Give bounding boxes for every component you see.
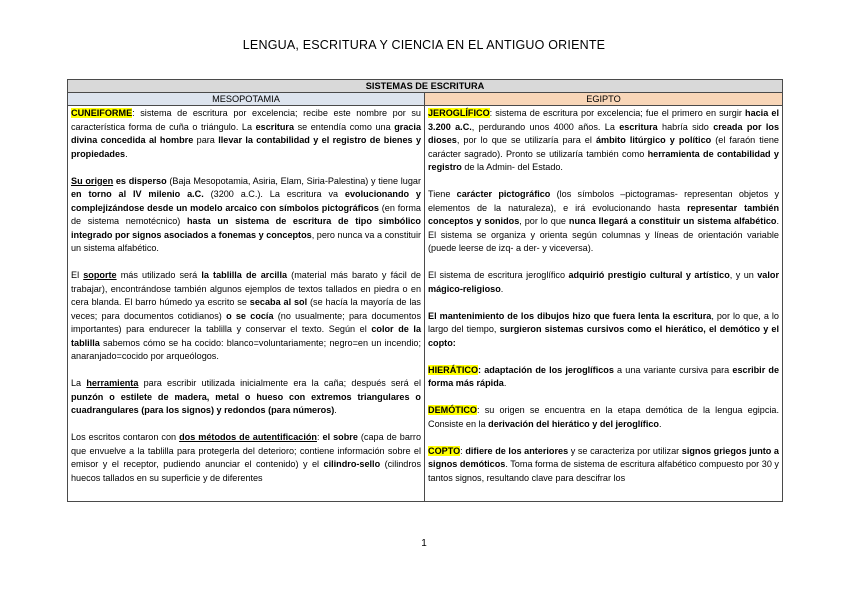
page-title: LENGUA, ESCRITURA Y CIENCIA EN EL ANTIGUO ORIENTE	[242, 38, 606, 52]
writing-systems-table	[67, 79, 783, 502]
page-number: 1	[421, 538, 427, 549]
meso-paragraph-herramienta: La herramienta para escribir utilizada inicialmente era la caña; después será el punzón o estilete de madera, metal o hueso con extremos triangulares o cuadrangulares (para los signos) y redondos (para números).	[71, 378, 421, 415]
column-header-mesopotamia: MESOPOTAMIA	[68, 93, 425, 106]
meso-paragraph-soporte: El soporte más utilizado será la tablilla de arcilla (material más barato y fácil de trabajar), encontrándose también algunos ejemplos de textos tallados en piedra o en cera blanda. El barro húmedo ya escrito se secaba al sol (se hacía la mayoría de las veces; para documentos cotidianos) o se cocía (no usualmente; para documentos importantes) para endurecer la tablilla y conservar el texto. Según el color de la tablilla sabemos cómo se ha cocido: blanco=voluntariamente; negro=en un incendio; anaranjado=cocido por arqueólogos.	[71, 270, 421, 361]
egi-paragraph-pictografico: Tiene carácter pictográfico (los símbolos –pictogramas- representan objetos y elementos de la naturaleza), e irá evolucionando hasta representar también conceptos y sonidos, por lo que nunca llegará a constituir un sistema alfabético. El sistema se organiza y orienta según columnas y líneas de orientación variable (puede leerse de izq- a der- y viceversa).	[428, 189, 780, 253]
egi-paragraph-copto: COPTO: difiere de los anteriores y se caracteriza por utilizar signos griegos junto a signos demóticos. Toma forma de sistema de escritura alfabético compuesto por 30 y tantos signos, resultando clave para descifrar los	[428, 445, 779, 483]
egi-paragraph-demotico: DEMÓTICO: su origen se encuentra en la etapa demótica de la lengua egipcia. Consiste en la derivación del hierático y del jeroglífico.	[428, 405, 779, 429]
cell-egipto	[425, 106, 783, 502]
table-header: SISTEMAS DE ESCRITURA	[68, 80, 783, 93]
egi-paragraph-cursivos: El mantenimiento de los dibujos hizo que fuera lenta la escritura, por lo que, a lo largo del tiempo, surgieron sistemas cursivos como el hierático, el demótico y el copto:	[428, 310, 779, 348]
cell-mesopotamia	[68, 106, 425, 502]
meso-paragraph-autentificacion: Los escritos contaron con dos métodos de autentificación: el sobre (capa de barro que envuelve a la tablilla para protegerla del deterioro; contiene información sobre el emisor y el receptor, pudiendo anunciar el contenido) y el cilindro-sello (cilindros huecos tallados en su superficie y de diferentes	[71, 432, 421, 483]
meso-paragraph-origen: Su origen es disperso (Baja Mesopotamia, Asiria, Elam, Siria-Palestina) y tiene lugar en torno al IV milenio a.C. (3200 a.C.). La escritura va evolucionando y complejizándose desde un modelo arcaico con símbolos pictográficos (en forma de sistema nemotécnico) hasta un sistema de escritura de tipo simbólico integrado por signos asociados a fonemas y conceptos, pero nunca va a constituir un sistema alfabético.	[71, 175, 422, 253]
meso-paragraph-cuneiforme: CUNEIFORME: sistema de escritura por excelencia; recibe este nombre por su característica forma de cuña o triángulo. La escritura se entendía como una gracia divina concedida al hombre para llevar la contabilidad y el registro de bienes y propiedades.	[71, 108, 422, 159]
column-header-egipto: EGIPTO	[425, 93, 783, 106]
egi-paragraph-prestigio: El sistema de escritura jeroglífico adquirió prestigio cultural y artístico, y un valor mágico-religioso.	[428, 270, 779, 294]
egi-paragraph-hieratico: HIERÁTICO: adaptación de los jeroglíficos a una variante cursiva para escribir de forma más rápida.	[428, 364, 780, 388]
egi-paragraph-jeroglifico: JEROGLÍFICO: sistema de escritura por excelencia; fue el primero en surgir hacia el 3.200 a.C., perdurando unos 4000 años. La escritura habría sido creada por los dioses, por lo que se utilizaría para el ámbito litúrgico y político (el faraón tiene carácter sagrado). Pronto se utilizaría también como herramienta de contabilidad y registro de la Admin- del Estado.	[428, 108, 779, 172]
